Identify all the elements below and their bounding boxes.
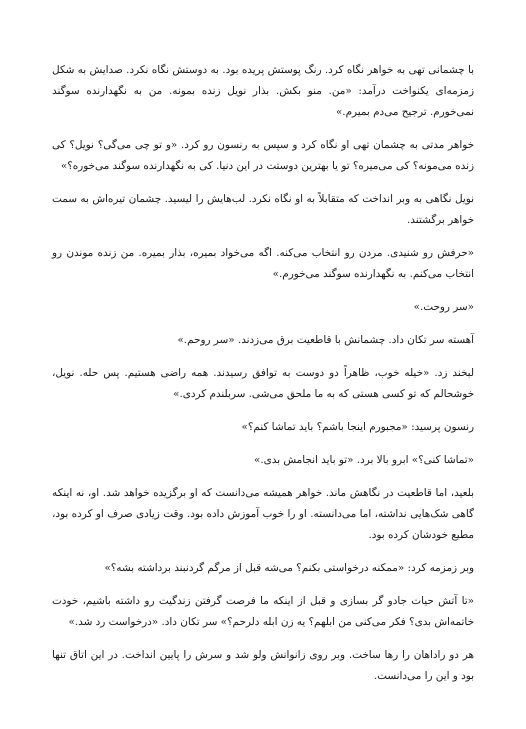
paragraph: لبخند زد. «خیله خوب، ظاهراً دو دوست به توافق رسیدند. همه راضی هستیم. پس حله. نویل، خوشحالم که تو کسی هستی که به ما ملحق می‌شی. سربلندم کردی.» (52, 367, 474, 400)
paragraph: «تا آتش حیات جادو گر بسازی و قبل از اینکه ما فرصت گرفتن زندگیت رو داشته باشیم، خودت خاتمه‌اش بدی؟ فکر می‌کنی من ابلهم؟ یه زن ابله دلرحم؟» سر تکان داد. «درخواست رد شد.» (52, 595, 474, 628)
paragraph: «حرفش رو شنیدی. مردن رو انتخاب می‌کنه. اگه می‌خواد بمیره، بذار بمیره. من زنده موندن رو انتخاب می‌کنم. به نگهدارنده سوگند می‌خورم.» (52, 247, 474, 280)
paragraph: «تماشا کنی؟» ابرو بالا برد. «تو باید انجامش بدی.» (253, 454, 474, 466)
paragraph: بلعید، اما قاطعیت در نگاهش ماند. خواهر همیشه می‌دانست که او برگزیده خواهد شد. او، نه اینکه گاهی شک‌هایی نداشته، اما می‌دانسته. او را خوب آموزش داده بود. وقت زیادی صرف او کرده بود، مطیع خودشان کرده بود. (52, 487, 474, 541)
paragraph: نویل نگاهی به وبر انداخت که متقابلاً به او نگاه نکرد. لب‌هایش را لیسید. چشمان تیره‌اش به سمت خواهر برگشتند. (52, 193, 474, 226)
paragraph: وبر زمزمه کرد: «ممکنه درخواستی بکنم؟ می‌شه قبل از مرگم گردنبند برداشته بشه؟» (104, 562, 474, 574)
paragraph: «سر روحت.» (413, 301, 474, 313)
paragraph: هر دو رادا‌هان را رها ساخت. وبر روی زانوانش ولو شد و سرش را پایین انداخت. در این اتاق تنها بود و این را می‌دانست. (52, 649, 474, 682)
paragraph: آهسته سر تکان داد. چشمانش با قاطعیت برق می‌زدند. «سر روحم.» (177, 334, 474, 346)
paragraph: خواهر مدتی به چشمان تهی او نگاه کرد و سپس به رنسون رو کرد. «و تو چی می‌گی؟ نویل؟ کی زنده می‌مونه؟ کی می‌میره؟ تو یا بهترین دوستت در این دنیا. کی به نگهدارنده سوگند می‌خوره؟» (52, 139, 474, 172)
paragraph: با چشمانی تهی به خواهر نگاه کرد. رنگ پوستش پریده بود. به دوستش نگاه نکرد. صدایش به شکل زمزمه‌ای یکنواخت درآمد: «من. منو بکش. بذار نویل زنده بمونه. من به نگهدارنده سوگند نمی‌خورم. ترجیح می‌دم بمیرم.» (52, 64, 474, 118)
book-page-text (52, 60, 474, 699)
paragraph: رنسون پرسید: «مجبورم اینجا باشم؟ باید تماشا کنم؟» (241, 421, 474, 433)
